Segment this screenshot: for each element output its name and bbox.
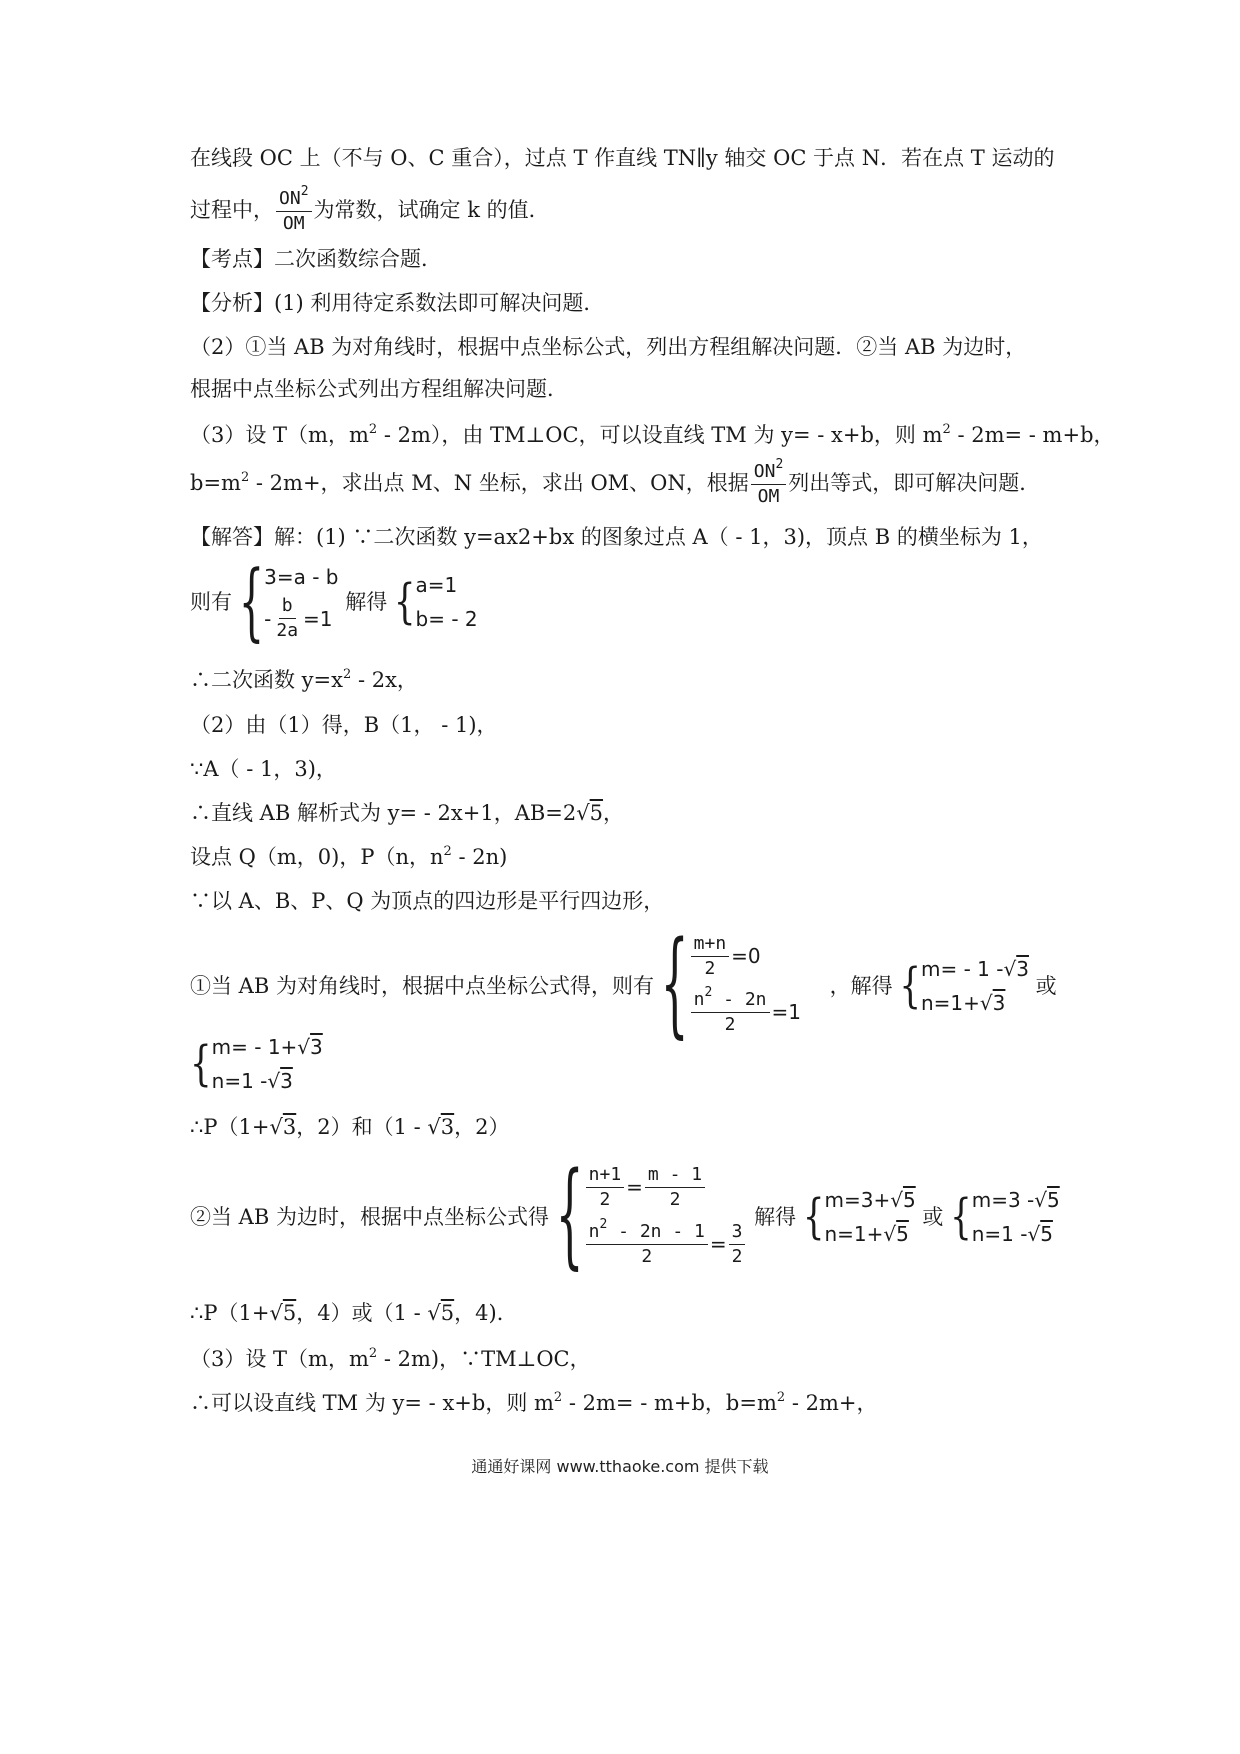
equation-system: { $\frac{n+1}{2}$ = $\frac{m - 1}{2}$ $\frac{n^2 - 2n - 1}{2}$ = $\frac{3}{2}$ — [556, 1160, 748, 1274]
text-line — [190, 374, 568, 404]
equation-system-line: ①当 AB 为对角线时，根据中点坐标公式得，则有 { $\frac{m+n}{2}$ =0 $\frac{n^2 - 2n}{2}$ =1 ，解得 { m= - 1 - √ 3 n=1+ √ 3 或 — [190, 918, 1057, 1051]
text-line: 设点 Q（m，0)，P（n，$n^2 - 2n$) — [190, 844, 508, 869]
text: 【分析】(1) 利用待定系数法即可解决问题． — [190, 291, 605, 315]
text-line: （2）由（1）得，B（1， - 1)， — [190, 713, 498, 737]
text: （2）①当 AB 为对角线时，根据中点坐标公式，列出方程组解决问题．②当 AB 为边时， — [190, 335, 1027, 359]
text-line: （3）设 T（m，$m^2 - 2m$)，∵TM⊥OC， — [190, 1346, 591, 1371]
equation-system: { m=3 - √ 5 n=1 - √ 5 — [950, 1188, 1060, 1246]
fraction: $\frac{ON^2}{OM}$ — [751, 460, 787, 509]
text-line: ∵以 A、B、P、Q 为顶点的四边形是平行四边形， — [190, 889, 665, 913]
equation-system-line: ②当 AB 为边时，根据中点坐标公式得 { $\frac{n+1}{2}$ = $\frac{m - 1}{2}$ $\frac{n^2 - 2n - 1}{2}$ = $\frac{3}{2}$ 解得 { m=3+ √ 5 n=1+ √ 5 或 { m=3 - √ 5 n=1 - √ 5 — [190, 1149, 1060, 1282]
text: 为常数，试确定 k 的值． — [313, 198, 550, 222]
equation-system: { 3=a - b - $\frac{b}{2a}$ =1 — [238, 553, 339, 650]
page-footer: 通通好课网 www.tthaoke.com 提供下载 — [471, 1457, 769, 1476]
text-line: （3）设 T（m，$m^2 - 2m$），由 TM⊥OC，可以设直线 TM 为 y= - x+b，则 $m^2 - 2m= - m+b$， — [190, 422, 1115, 447]
text-line: ∴P（1+√5，4）或（1 - √5，4)． — [190, 1301, 518, 1325]
text-line: ∴直线 AB 解析式为 y= - 2x+1，AB=2√5， — [190, 801, 625, 825]
text-line: ∴二次函数 $y=x^2 - 2x$， — [190, 667, 418, 692]
kaodian-line — [190, 244, 442, 274]
text-line: ∴P（1+√3，2）和（1 - √3，2） — [190, 1115, 510, 1139]
text-line: ∵A（ - 1，3)， — [190, 757, 337, 781]
text: 【考点】二次函数综合题． — [190, 247, 442, 271]
equation-system: { a=1 b= - 2 — [393, 572, 478, 631]
fraction: $\frac{ON^2}{OM}$ — [276, 187, 312, 236]
text: 在线段 OC 上（不与 O、C 重合），过点 T 作直线 TN∥y 轴交 OC 于点 N．若在点 T 运动的 — [190, 146, 1055, 170]
text: 过程中， — [190, 198, 274, 222]
equation-system: { m=3+ √ 5 n=1+ √ 5 — [802, 1188, 916, 1246]
equation-system: { $\frac{m+n}{2}$ =0 $\frac{n^2 - 2n}{2}$ =1 — [660, 918, 801, 1051]
text-line — [190, 332, 1026, 362]
text-line: ∴可以设直线 TM 为 y= - x+b，则 $m^2 - 2m= - m+b$，$b=m^2 - 2m+$， — [190, 1390, 878, 1415]
text-line — [190, 184, 550, 236]
equation-system: { m= - 1 - √ 3 n=1+ √ 3 — [899, 957, 1029, 1015]
text: 【解答】解：(1) ∵二次函数 y=ax2+bx 的图象过点 A（ - 1，3)，顶点 B 的横坐标为 1， — [190, 525, 1043, 549]
equation-system-line: 则有 { 3=a - b - $\frac{b}{2a}$ =1 解得 { a=1 b= - 2 — [190, 553, 478, 650]
text: 根据中点坐标公式列出方程组解决问题． — [190, 377, 568, 401]
equation-system-line — [190, 1030, 323, 1098]
text-line: $b=m^2 - 2m+$，求出点 M、N 坐标，求出 OM、ON，根据 $\frac{ON^2}{OM}$ 列出等式，即可解决问题． — [190, 457, 1041, 507]
text-line — [190, 143, 1054, 173]
fenxi-line — [190, 288, 604, 318]
jieda-line — [190, 522, 1043, 552]
equation-system: { m= - 1+ √ 3 n=1 - √ 3 — [190, 1035, 323, 1093]
